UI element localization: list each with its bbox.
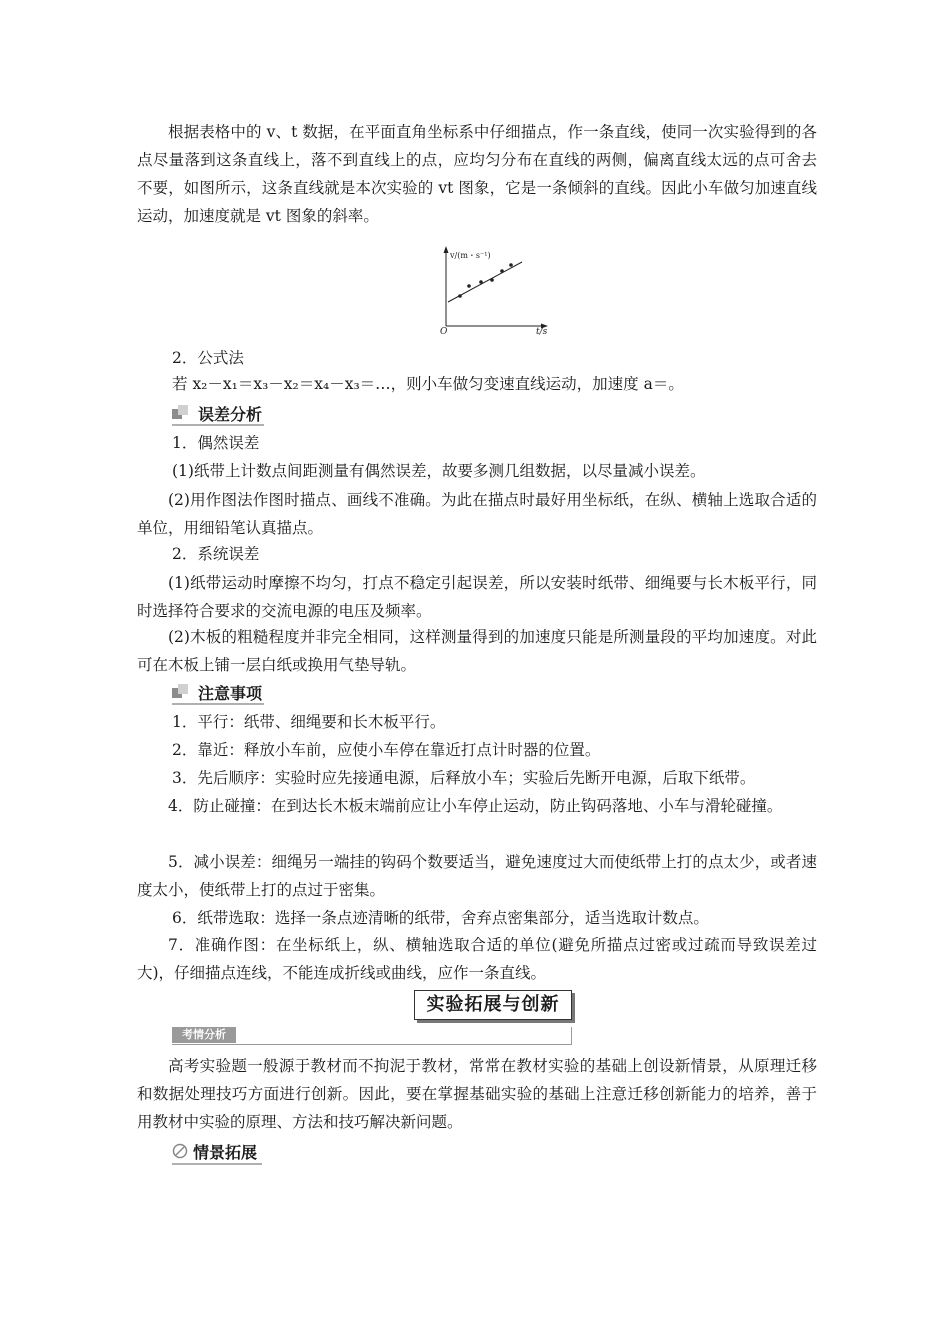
data-point bbox=[467, 284, 471, 288]
precaution-item: 2．靠近：释放小车前，应使小车停在靠近打点计时器的位置。 bbox=[172, 741, 601, 759]
x-axis-label: t/s bbox=[536, 327, 548, 336]
expansion-box-title: 实验拓展与创新 bbox=[414, 990, 572, 1020]
y-axis-arrow bbox=[444, 246, 449, 253]
precaution-item: 5．减小误差：细绳另一端挂的钩码个数要适当，避免速度过大而使纸带上打的点太少，或者速度太小，使纸带上打的点过于密集。 bbox=[137, 853, 817, 899]
precaution-item: 6．纸带选取：选择一条点迹清晰的纸带，舍弃点密集部分，适当选取计数点。 bbox=[172, 909, 709, 927]
exam-analysis-tag-bar bbox=[172, 1027, 572, 1043]
precaution-item: 4．防止碰撞：在到达长木板末端前应让小车停止运动，防止钩码落地、小车与滑轮碰撞。 bbox=[168, 797, 783, 815]
origin-label: O bbox=[440, 327, 448, 336]
formula-method-heading: 2．公式法 bbox=[172, 349, 244, 367]
data-point bbox=[500, 269, 504, 273]
data-point bbox=[490, 278, 494, 282]
section-square-icon bbox=[172, 405, 190, 421]
scenario-header bbox=[172, 1140, 257, 1162]
error-item: 1．偶然误差 bbox=[172, 434, 260, 452]
precautions-header bbox=[172, 681, 262, 703]
formula-body: x₂－x₁＝x₃－x₂＝x₄－x₃＝…，则小车做匀变速直线运动，加速度 a＝。 bbox=[192, 375, 684, 393]
data-point bbox=[458, 294, 462, 298]
error-item: (1)纸带上计数点间距测量有偶然误差，故要多测几组数据，以尽量减小误差。 bbox=[172, 462, 706, 480]
error-item: (1)纸带运动时摩擦不均匀，打点不稳定引起误差，所以安装时纸带、细绳要与长木板平行，同时选择符合要求的交流电源的电压及频率。 bbox=[137, 574, 817, 620]
formula-method-text bbox=[172, 371, 684, 397]
section-square-icon bbox=[172, 684, 190, 700]
formula-prefix: 若 bbox=[172, 375, 193, 393]
precaution-item: 7．准确作图：在坐标纸上，纵、横轴选取合适的单位(避免所描点过密或过疏而导致误差过大)，仔细描点连线，不能连成折线或曲线，应作一条直线。 bbox=[137, 936, 817, 982]
data-point bbox=[509, 263, 513, 267]
data-point bbox=[479, 280, 483, 284]
scenario-title: 情景拓展 bbox=[193, 1142, 258, 1162]
exam-analysis-tag: 考情分析 bbox=[172, 1027, 236, 1043]
error-item: (2)木板的粗糙程度并非完全相同，这样测量得到的加速度只能是所测量段的平均加速度。对此可在木板上铺一层白纸或换用气垫导轨。 bbox=[137, 628, 817, 674]
error-item: 2．系统误差 bbox=[172, 545, 260, 563]
expansion-paragraph: 高考实验题一般源于教材而不拘泥于教材，常常在教材实验的基础上创设新情景，从原理迁移和数据处理技巧方面进行创新。因此，要在掌握基础实验的基础上注意迁移创新能力的培养，善于用教材中实验的原理、方法和技巧解决新问题。 bbox=[137, 1057, 817, 1131]
precautions-title: 注意事项 bbox=[198, 683, 263, 703]
vt-graph-figure bbox=[436, 244, 556, 336]
error-item: (2)用作图法作图时描点、画线不准确。为此在描点时最好用坐标纸，在纵、横轴上选取合适的单位，用细铅笔认真描点。 bbox=[137, 491, 817, 537]
intro-paragraph: 根据表格中的 v、t 数据，在平面直角坐标系中仔细描点，作一条直线，使同一次实验得到的各点尽量落到这条直线上，落不到直线上的点，应均匀分布在直线的两侧，偏离直线太远的点可舍去不要，如图所示，这条直线就是本次实验的 vt 图象，它是一条倾斜的直线。因此小车做匀加速直线运动，加速度就是 vt 图象的斜率。 bbox=[137, 123, 817, 225]
y-axis-label: v/(m・s⁻¹) bbox=[450, 251, 491, 260]
precaution-item: 3．先后顺序：实验时应先接通电源，后释放小车；实验后先断开电源，后取下纸带。 bbox=[172, 769, 756, 787]
precaution-item: 1．平行：纸带、细绳要和长木板平行。 bbox=[172, 713, 446, 731]
compass-icon bbox=[172, 1143, 188, 1159]
error-analysis-title: 误差分析 bbox=[198, 404, 263, 424]
error-analysis-header bbox=[172, 402, 262, 424]
